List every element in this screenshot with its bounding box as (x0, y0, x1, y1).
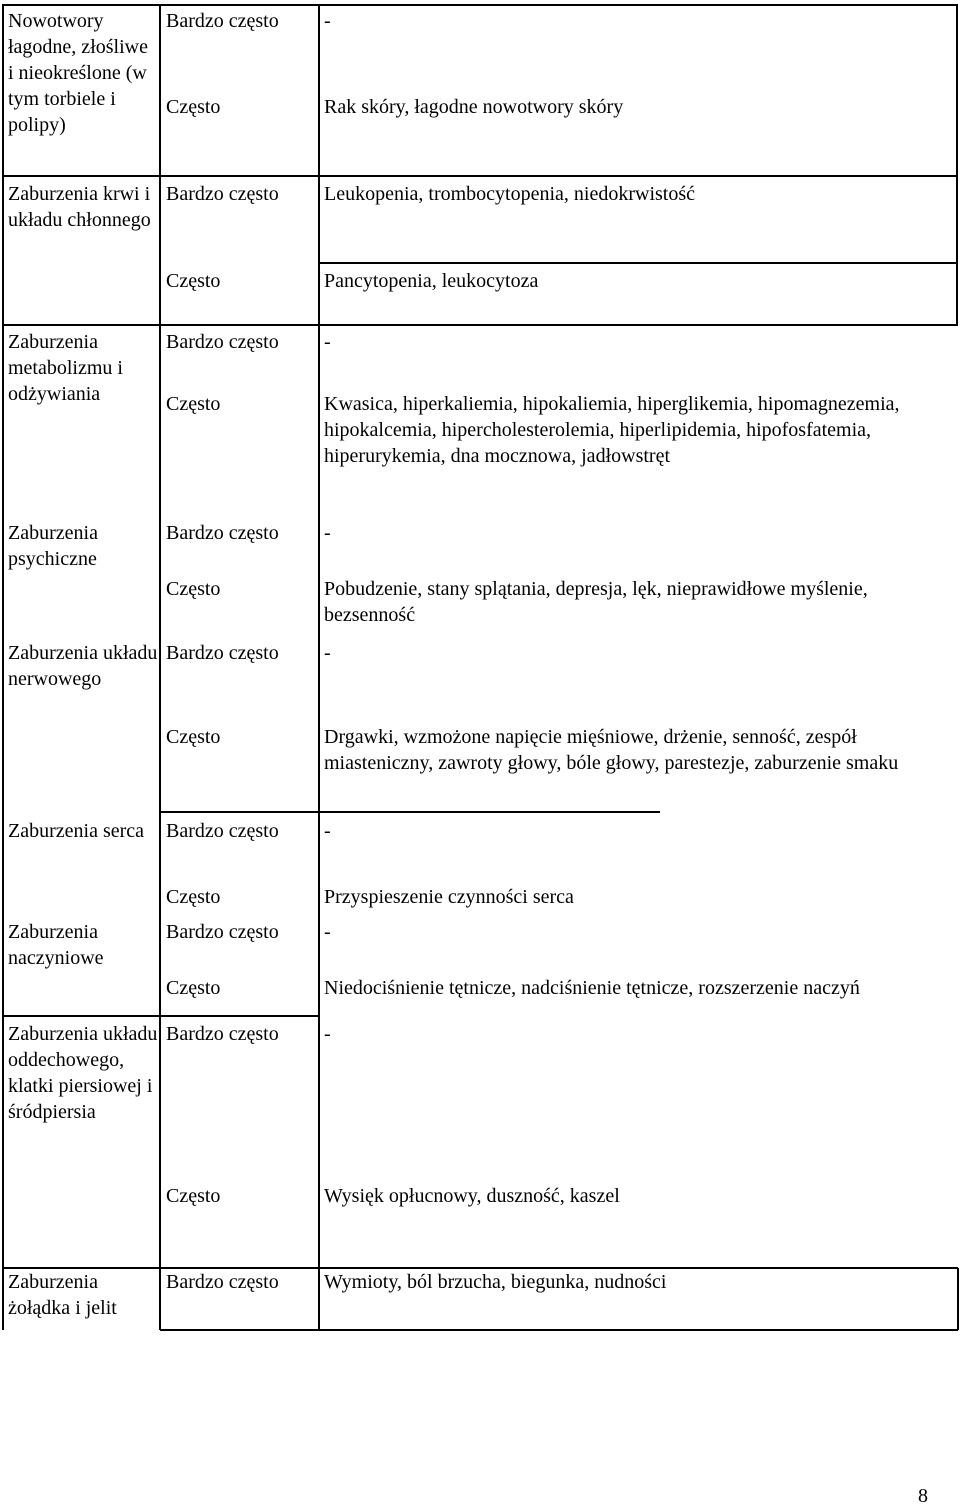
freq-very-common-label: Bardzo często (166, 820, 279, 842)
category-nervous: Zaburzenia układu nerwowego (8, 642, 158, 690)
category-gastro: Zaburzenia żołądka i jelit (8, 1271, 117, 1319)
category-neoplasms: Nowotwory łagodne, złośliwe i nieokreślone (w tym torbiele i polipy) (8, 10, 148, 136)
page-number: 8 (918, 1485, 928, 1507)
freq-very-common-label: Bardzo często (166, 1271, 279, 1293)
category-cardiac: Zaburzenia serca (8, 820, 145, 842)
nervous-very-common-text: - (324, 642, 331, 664)
respiratory-common-text: Wysięk opłucnowy, duszność, kaszel (324, 1185, 620, 1207)
freq-common-label: Często (166, 270, 221, 292)
category-respiratory: Zaburzenia układu oddechowego, klatki piersiowej i śródpiersia (8, 1023, 158, 1123)
category-blood: Zaburzenia krwi i układu chłonnego (8, 183, 151, 231)
freq-common-label: Często (166, 1185, 221, 1207)
cardiac-common-text: Przyspieszenie czynności serca (324, 886, 574, 908)
freq-very-common-label: Bardzo często (166, 10, 279, 32)
blood-very-common-text: Leukopenia, trombocytopenia, niedokrwistość (324, 183, 696, 205)
vascular-common-text: Niedociśnienie tętnicze, nadciśnienie tętnicze, rozszerzenie naczyń (324, 977, 860, 999)
freq-very-common-label: Bardzo często (166, 1023, 279, 1045)
category-metabolism: Zaburzenia metabolizmu i odżywiania (8, 331, 123, 405)
vascular-very-common-text: - (324, 921, 331, 943)
freq-common-label: Często (166, 886, 221, 908)
cardiac-very-common-text: - (324, 820, 331, 842)
category-vascular: Zaburzenia naczyniowe (8, 921, 104, 969)
freq-very-common-label: Bardzo często (166, 183, 279, 205)
category-psychiatric: Zaburzenia psychiczne (8, 522, 98, 570)
freq-common-label: Często (166, 977, 221, 999)
psychiatric-very-common-text: - (324, 522, 331, 544)
freq-common-label: Często (166, 96, 221, 118)
freq-very-common-label: Bardzo często (166, 921, 279, 943)
metabolism-very-common-text: - (324, 331, 331, 353)
freq-common-label: Często (166, 726, 221, 748)
psychiatric-common-text: Pobudzenie, stany splątania, depresja, lęk, nieprawidłowe myślenie, bezsenność (324, 578, 868, 626)
freq-very-common-label: Bardzo często (166, 642, 279, 664)
respiratory-very-common-text: - (324, 1023, 331, 1045)
blood-common-text: Pancytopenia, leukocytoza (324, 270, 539, 292)
freq-common-label: Często (166, 578, 221, 600)
metabolism-common-text: Kwasica, hiperkaliemia, hipokaliemia, hiperglikemia, hipomagnezemia, hipokalcemia, hipercholesterolemia, hiperlipidemia, hipofosfatemia, hiperurykemia, dna mocznowa, jadłowstręt (324, 393, 900, 467)
freq-very-common-label: Bardzo często (166, 331, 279, 353)
neoplasms-very-common-text: - (324, 10, 331, 32)
freq-common-label: Często (166, 393, 221, 415)
neoplasms-common-text: Rak skóry, łagodne nowotwory skóry (324, 96, 624, 118)
freq-very-common-label: Bardzo często (166, 522, 279, 544)
nervous-common-text: Drgawki, wzmożone napięcie mięśniowe, drżenie, senność, zespół miasteniczny, zawroty głowy, bóle głowy, parestezje, zaburzenie smaku (324, 726, 899, 774)
gastro-very-common-text: Wymioty, ból brzucha, biegunka, nudności (324, 1271, 667, 1293)
